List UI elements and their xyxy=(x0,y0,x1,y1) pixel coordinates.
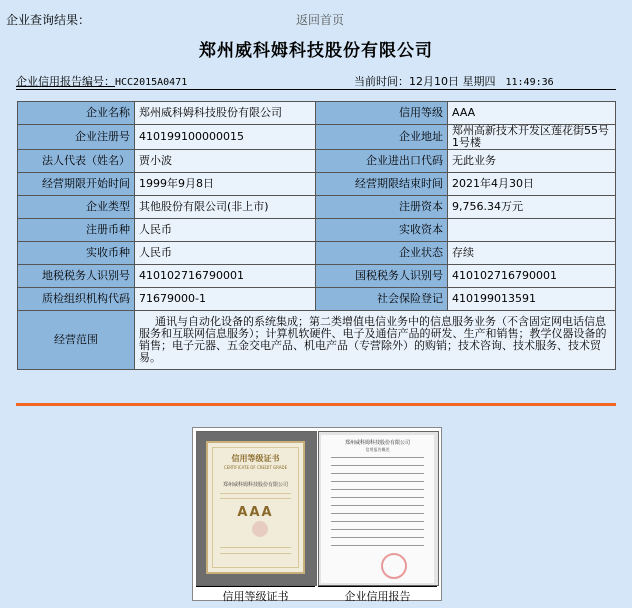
current-time-label: 当前时间：12月10日 星期四 xyxy=(354,75,496,88)
field-value: 71679000-1 xyxy=(135,288,316,311)
text-line xyxy=(331,489,424,490)
field-value: 郑州威科姆科技股份有限公司 xyxy=(135,102,316,125)
field-label: 企业注册号 xyxy=(18,125,135,150)
field-value: 无此业务 xyxy=(448,150,616,173)
field-label: 经营期限开始时间 xyxy=(18,173,135,196)
report-paper xyxy=(321,435,434,583)
field-value xyxy=(448,219,616,242)
field-label: 企业名称 xyxy=(18,102,135,125)
text-line xyxy=(331,521,424,522)
business-scope-label: 经营范围 xyxy=(18,311,135,370)
company-title: 郑州威科姆科技股份有限公司 xyxy=(199,41,433,61)
field-value: 410102716790001 xyxy=(135,265,316,288)
field-label: 地税税务人识别号 xyxy=(18,265,135,288)
report-heading: 郑州威科姆科技股份有限公司 xyxy=(344,440,410,446)
field-value: 人民币 xyxy=(135,219,316,242)
field-label: 企业进出口代码 xyxy=(316,150,448,173)
table-row xyxy=(18,242,616,265)
current-time xyxy=(354,73,554,89)
field-value: 2021年4月30日 xyxy=(448,173,616,196)
field-value: 410199013591 xyxy=(448,288,616,311)
field-label: 注册币种 xyxy=(18,219,135,242)
credit-report-image[interactable] xyxy=(318,431,439,586)
certificate-grade: AAA xyxy=(237,505,274,520)
header-divider xyxy=(16,89,616,90)
field-label: 经营期限结束时间 xyxy=(316,173,448,196)
table-row-scope xyxy=(18,311,616,370)
text-line xyxy=(331,529,424,530)
table-row xyxy=(18,219,616,242)
certificate-title: 信用等级证书 xyxy=(231,454,280,463)
text-line xyxy=(331,513,424,514)
text-line xyxy=(331,465,424,466)
certificate-frame xyxy=(206,441,305,574)
field-label: 社会保险登记 xyxy=(316,288,448,311)
report-number-value: HCC2015A0471 xyxy=(115,77,188,88)
field-value: 410199100000015 xyxy=(135,125,316,150)
certificate-line xyxy=(220,493,291,494)
field-value: 410102716790001 xyxy=(448,265,616,288)
grade-certificate-caption[interactable]: 信用等级证书 xyxy=(196,586,315,604)
business-scope-value: 通讯与自动化设备的系统集成；第二类增值电信业务中的信息服务业务（不含固定网电话信息服务和互联网信息服务）；计算机软硬件、电子及通信产品的研发、生产和销售；教学仪器设备的销售；电子元器、五金交电产品、机电产品（专营除外）的购销；技术咨询、技术服务、技术贸易。 xyxy=(135,311,616,370)
text-line xyxy=(331,481,424,482)
field-label: 质检组织机构代码 xyxy=(18,288,135,311)
field-label: 实收币种 xyxy=(18,242,135,265)
field-label: 实收资本 xyxy=(316,219,448,242)
certificate-gallery xyxy=(192,427,442,601)
field-value: 人民币 xyxy=(135,242,316,265)
field-value: 其他股份有限公司(非上市) xyxy=(135,196,316,219)
report-number-label: 企业信用报告编号： xyxy=(16,75,115,88)
field-label: 信用等级 xyxy=(316,102,448,125)
table-row xyxy=(18,196,616,219)
certificate-line xyxy=(220,553,291,554)
company-info-table xyxy=(17,101,616,370)
field-value: 9,756.34万元 xyxy=(448,196,616,219)
field-value: 1999年9月8日 xyxy=(135,173,316,196)
report-subheading: 信用报告概述 xyxy=(365,447,390,452)
report-number xyxy=(16,73,187,89)
text-line xyxy=(331,505,424,506)
field-value: 贾小波 xyxy=(135,150,316,173)
seal-icon xyxy=(381,553,407,579)
table-row xyxy=(18,173,616,196)
result-header-label: 企业查询结果： xyxy=(6,13,91,27)
field-value: 存续 xyxy=(448,242,616,265)
certificate-subtitle: CERTIFICATE OF CREDIT GRADE xyxy=(223,465,288,470)
seal-icon xyxy=(252,521,268,537)
field-label: 国税税务人识别号 xyxy=(316,265,448,288)
table-row xyxy=(18,102,616,125)
credit-report-caption[interactable]: 企业信用报告 xyxy=(318,586,437,604)
field-label: 法人代表（姓名） xyxy=(18,150,135,173)
section-divider xyxy=(16,403,616,406)
field-value: AAA xyxy=(448,102,616,125)
table-row xyxy=(18,265,616,288)
text-line xyxy=(331,497,424,498)
certificate-line xyxy=(220,498,291,499)
certificate-line xyxy=(220,547,291,548)
table-row xyxy=(18,150,616,173)
text-line xyxy=(331,457,424,458)
text-line xyxy=(331,537,424,538)
field-label: 企业状态 xyxy=(316,242,448,265)
credit-grade-certificate-image[interactable] xyxy=(196,431,317,586)
field-label: 企业地址 xyxy=(316,125,448,150)
back-home-link[interactable]: 返回首页 xyxy=(296,13,345,27)
text-line xyxy=(331,545,424,546)
certificate-company: 郑州威科姆科技股份有限公司 xyxy=(222,482,288,488)
table-row xyxy=(18,288,616,311)
table-row xyxy=(18,125,616,150)
field-label: 企业类型 xyxy=(18,196,135,219)
text-line xyxy=(331,473,424,474)
current-time-value: 11:49:36 xyxy=(505,77,554,88)
field-label: 注册资本 xyxy=(316,196,448,219)
field-value: 郑州高新技术开发区莲花街55号1号楼 xyxy=(448,125,616,150)
